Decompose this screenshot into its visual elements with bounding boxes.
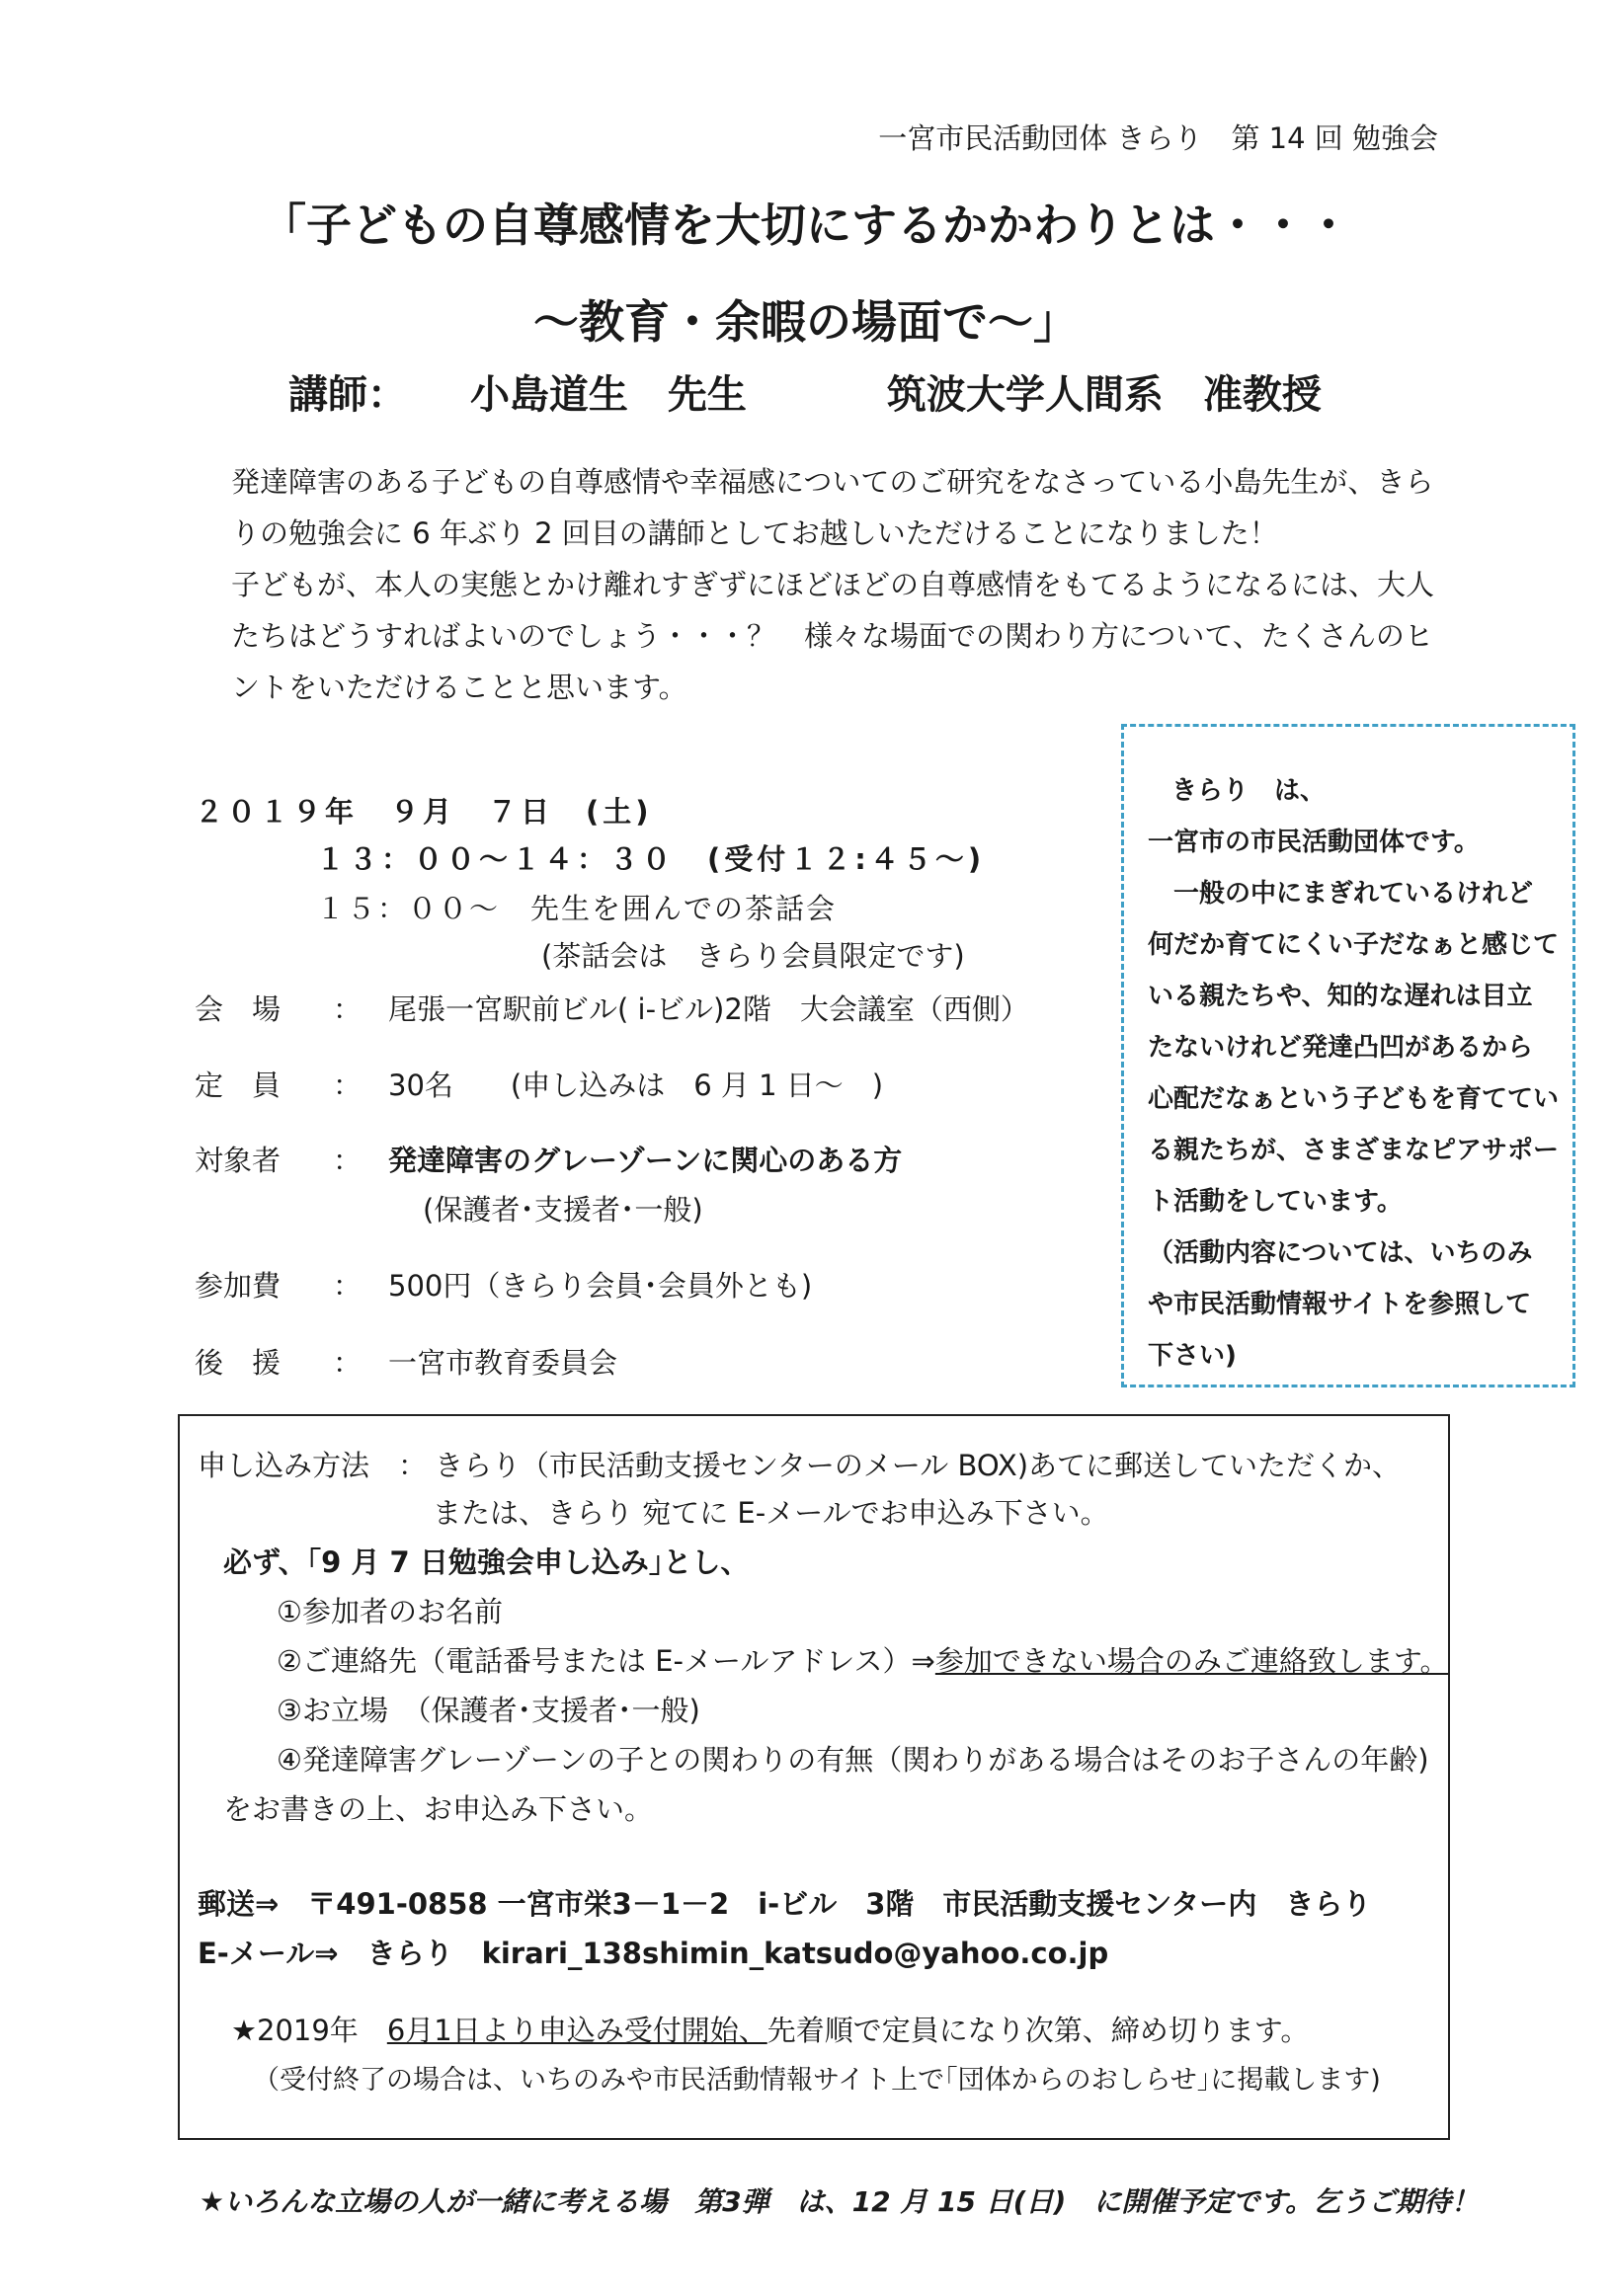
application-item-2 xyxy=(277,1639,1449,1680)
mail-email-address: E-メール⇒ きらり kirari_138shimin_katsudo@yahoo.co.jp xyxy=(198,1937,1109,1970)
application-closing: をお書きの上、お申込み下さい。 xyxy=(223,1792,654,1826)
mail-post-address: 郵送⇒ 〒491-0858 一宮市栄3－1－2 i-ビル 3階 市民活動支援センター内 きらり xyxy=(198,1887,1372,1921)
notice-year: ★2019年 xyxy=(231,2014,387,2047)
sponsor-colon: ： xyxy=(333,1346,363,1380)
info-line: ト活動をしています。 xyxy=(1148,1187,1403,1217)
application-item-2-text: ②ご連絡先（電話番号または E-メールアドレス）⇒ xyxy=(277,1644,935,1678)
fee-value: 500円（きらり会員･会員外とも) xyxy=(388,1269,813,1303)
event-time: １３：００～１４：３０ (受付１２:４５～) xyxy=(316,842,986,876)
lecturer-affiliation: 筑波大学人間系 准教授 xyxy=(886,372,1322,418)
fee-colon: ： xyxy=(333,1269,363,1303)
sponsor-label: 後 援 xyxy=(195,1346,282,1380)
info-line: 何だか育てにくい子だなぁと感じて xyxy=(1148,930,1560,960)
application-method-row xyxy=(198,1444,1401,1484)
capacity-value: 30名 (申し込みは 6 月 1 日～ ) xyxy=(388,1069,884,1102)
target-note: (保護者･支援者･一般) xyxy=(423,1193,703,1227)
venue-row xyxy=(195,988,1029,1028)
application-method-line-2: または、きらり 宛てに E-メールでお申込み下さい。 xyxy=(433,1496,1109,1530)
sponsor-row xyxy=(195,1341,617,1382)
application-box xyxy=(178,1414,1450,2140)
application-item-2-note: 参加できない場合のみご連絡致します。 xyxy=(934,1644,1449,1678)
application-notice xyxy=(231,2009,1309,2049)
info-line: 心配だなぁという子どもを育ててい xyxy=(1148,1084,1560,1114)
application-method-line-1: きらり（市民活動支援センターのメール BOX)あてに郵送していただくか、 xyxy=(435,1449,1402,1482)
target-row xyxy=(195,1139,902,1179)
intro-paragraph-1: 発達障害のある子どもの自尊感情や幸福感についてのご研究をなさっている小島先生が、きらりの勉強会に 6 年ぶり 2 回目の講師としてお越しいただけることになりました！ xyxy=(231,465,1434,550)
target-colon: ： xyxy=(333,1144,363,1177)
capacity-colon: ： xyxy=(333,1069,363,1102)
lecturer-label: 講師： xyxy=(288,372,407,418)
capacity-label: 定 員 xyxy=(195,1069,282,1102)
event-tea-note: (茶話会は きらり会員限定です) xyxy=(541,939,965,973)
venue-colon: ： xyxy=(333,992,363,1026)
application-item-3: ③お立場 （保護者･支援者･一般) xyxy=(277,1694,700,1727)
intro-paragraph-2: 子どもが、本人の実態とかけ離れすぎずにほどほどの自尊感情をもてるようになるには、大人たちはどうすればよいのでしょう・・・？ 様々な場面での関わり方について、たくさんのヒントをいただけることと思います。 xyxy=(231,568,1435,704)
footer-announcement: ★いろんな立場の人が一緒に考える場 第3弾 は、12 月 15 日(日) に開催予定です。乞うご期待！ xyxy=(200,2185,1480,2218)
notice-start-date: 6月1日より申込み受付開始、 xyxy=(386,2014,767,2047)
info-line: 一宮市の市民活動団体です。 xyxy=(1148,828,1480,857)
event-date: ２０１９年 ９月 ７日 (土) xyxy=(195,795,653,829)
venue-value: 尾張一宮駅前ビル( i-ビル)2階 大会議室（西側） xyxy=(388,992,1029,1026)
title-line-1: 「子どもの自尊感情を大切にするかかわりとは・・・ xyxy=(261,198,1351,252)
application-item-4: ④発達障害グレーゾーンの子との関わりの有無（関わりがある場合はそのお子さんの年齢) xyxy=(277,1743,1429,1777)
target-value: 発達障害のグレーゾーンに関心のある方 xyxy=(388,1144,903,1177)
target-label: 対象者 xyxy=(195,1144,282,1177)
info-line: いる親たちや、知的な遅れは目立 xyxy=(1148,982,1533,1011)
info-line: や市民活動情報サイトを参照して xyxy=(1148,1290,1532,1319)
title-line-2: ～教育・余暇の場面で～」 xyxy=(533,295,1079,349)
info-line: 下さい) xyxy=(1148,1341,1237,1371)
fee-label: 参加費 xyxy=(195,1269,282,1303)
application-method-label: 申し込み方法 ： xyxy=(198,1449,428,1482)
info-line: きらり は、 xyxy=(1171,776,1327,806)
application-item-1: ①参加者のお名前 xyxy=(277,1595,503,1628)
lecturer-line xyxy=(288,363,1322,420)
notice-deadline: 先着順で定員になり次第、締め切ります。 xyxy=(766,2014,1310,2047)
venue-label: 会 場 xyxy=(195,992,282,1026)
info-line: る親たちが、さまざまなピアサポー xyxy=(1148,1136,1560,1165)
info-line: たないけれど発達凸凹があるから xyxy=(1148,1033,1534,1063)
info-line: 一般の中にまぎれているけれど xyxy=(1148,879,1534,909)
fee-row xyxy=(195,1264,812,1305)
application-notice-sub: （受付終了の場合は、いちのみや市民活動情報サイト上で｢団体からのおしらせ｣に掲載します) xyxy=(253,2065,1381,2096)
info-line: （活動内容については、いちのみ xyxy=(1148,1238,1533,1268)
intro-section xyxy=(188,456,1440,713)
organizer-line: 一宮市民活動団体 きらり 第 14 回 勉強会 xyxy=(878,121,1438,155)
kirari-info-box xyxy=(1121,724,1575,1387)
event-tea-time: １５：００～ 先生を囲んでの茶話会 xyxy=(316,892,838,925)
application-must: 必ず、｢9 月 7 日勉強会申し込み｣とし、 xyxy=(223,1545,750,1579)
sponsor-value: 一宮市教育委員会 xyxy=(388,1346,618,1380)
capacity-row xyxy=(195,1064,883,1104)
lecturer-name: 小島道生 先生 xyxy=(469,372,747,418)
